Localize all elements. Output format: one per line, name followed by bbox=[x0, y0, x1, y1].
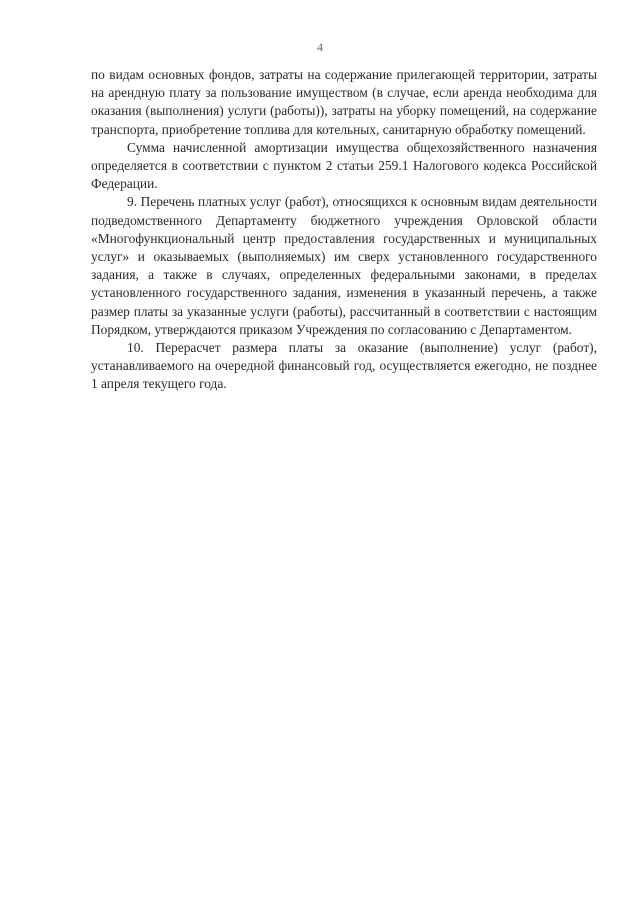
paragraph-depreciation: Сумма начисленной амортизации имущества общехозяйственного назначения определяется в соответствии с пунктом 2 статьи 259.1 Налогового кодекса Российской Федерации. bbox=[91, 139, 597, 192]
page-number: 4 bbox=[317, 40, 323, 54]
paragraph-item-9: 9. Перечень платных услуг (работ), относящихся к основным видам деятельности подведомственного Департаменту бюджетного учреждения Орловской области «Многофункциональный центр предоставления государственных и муниципальных услуг» и оказываемых (выполняемых) им сверх установленного государственного задания, а также в случаях, определенных федеральными законами, в пределах установленного государственного задания, изменения в указанный перечень, а также размер платы за указанные услуги (работы), рассчитанный в соответствии с настоящим Порядком, утверждаются приказом Учреждения по согласованию с Департаментом. bbox=[91, 194, 597, 337]
paragraph-continuation: по видам основных фондов, затраты на содержание прилегающей территории, затраты на арендную плату за пользование имуществом (в случае, если аренда необходима для оказания (выполнения) услуги (работы)), затраты на уборку помещений, на содержание транспорта, приобретение топлива для котельных, санитарную обработку помещений. bbox=[91, 67, 597, 137]
document-body bbox=[91, 66, 597, 394]
paragraph-item-10: 10. Перерасчет размера платы за оказание (выполнение) услуг (работ), устанавливаемого на очередной финансовый год, осуществляется ежегодно, не позднее 1 апреля текущего года. bbox=[91, 340, 597, 392]
